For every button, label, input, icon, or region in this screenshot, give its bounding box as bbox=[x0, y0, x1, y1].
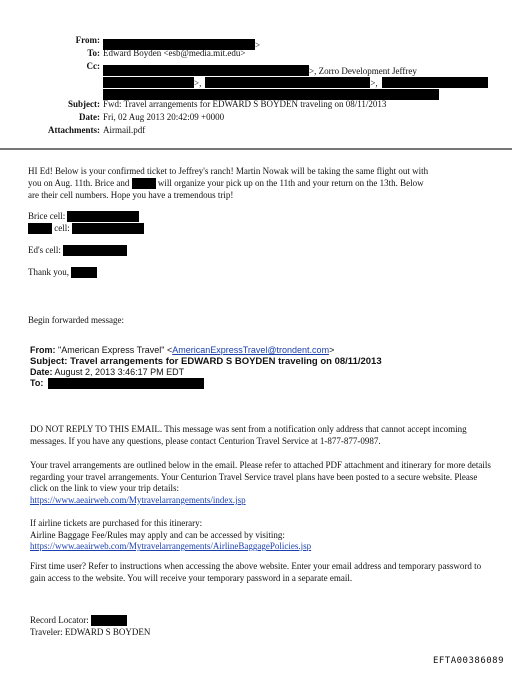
fwd-date-label: Date: bbox=[30, 367, 53, 377]
paragraph-arrangements bbox=[30, 460, 495, 506]
eds-cell-label: Ed's cell: bbox=[28, 245, 61, 255]
baggage-policies-link[interactable]: https://www.aeairweb.com/Mytravelarrangements/AirlineBaggagePolicies.jsp bbox=[30, 541, 312, 551]
fwd-to-label: To: bbox=[30, 378, 44, 388]
fwd-subject bbox=[30, 356, 382, 367]
cc-text: >, Zorro Development Jeffrey bbox=[309, 66, 417, 76]
intro-line-3: are their cell numbers. Hope you have a tremendous trip! bbox=[28, 190, 234, 200]
fwd-subject-label: Subject: bbox=[30, 356, 68, 367]
date-label: Date: bbox=[79, 112, 100, 122]
fwd-from-email[interactable]: AmericanExpressTravel@trondent.com bbox=[172, 345, 330, 355]
to-value: Edward Boyden <esb@media.mit.edu> bbox=[103, 48, 246, 58]
other-cell bbox=[28, 223, 144, 234]
fwd-from-close: > bbox=[329, 345, 335, 355]
traveler: Traveler: EDWARD S BOYDEN bbox=[30, 627, 151, 637]
header-divider bbox=[0, 148, 512, 150]
fwd-from-label: From: bbox=[30, 345, 56, 355]
fwd-subject-value: Travel arrangements for EDWARD S BOYDEN traveling on 08/11/2013 bbox=[70, 356, 382, 367]
arrangements-text: Your travel arrangements are outlined below in the email. Please refer to attached PDF attachment and itinerary for more details regarding your travel arrangements. Your Centurion Travel Service travel plans have been posted to a secure website. Please click on the link to view your trip details: bbox=[30, 460, 491, 493]
trip-details-link[interactable]: https://www.aeairweb.com/Mytravelarrangements/index.jsp bbox=[30, 494, 246, 505]
other-cell-label: cell: bbox=[54, 223, 70, 233]
record-locator-label: Record Locator: bbox=[30, 615, 89, 625]
fwd-from bbox=[30, 345, 334, 356]
begin-forwarded: Begin forwarded message: bbox=[28, 315, 124, 325]
from-redacted: > bbox=[103, 35, 260, 53]
intro-line-2b: will organize your pick up on the 11th and your return on the 13th. Below bbox=[157, 178, 424, 188]
baggage-intro: If airline tickets are purchased for this itinerary: bbox=[30, 518, 203, 528]
brice-cell bbox=[28, 211, 139, 222]
to-label: To: bbox=[87, 48, 100, 58]
document-id: EFTA00386089 bbox=[432, 656, 504, 666]
cc-sep-1: >, bbox=[194, 78, 202, 88]
thanks-label: Thank you, bbox=[28, 267, 69, 277]
intro-line-2 bbox=[28, 178, 424, 189]
cc-label: Cc: bbox=[86, 61, 100, 71]
date-value: Fri, 02 Aug 2013 20:42:09 +0000 bbox=[103, 112, 225, 122]
record-locator bbox=[30, 615, 127, 626]
attachment-link[interactable]: Airmail.pdf bbox=[103, 125, 146, 135]
paragraph-no-reply: DO NOT REPLY TO THIS EMAIL. This message was sent from a notification only address that cannot accept incoming messages. If you have any questions, please contact Centurion Travel Service at 1-877-877-0987. bbox=[30, 424, 467, 446]
subject-label: Subject: bbox=[68, 99, 100, 109]
fwd-date-value: August 2, 2013 3:46:17 PM EDT bbox=[54, 367, 185, 377]
thanks bbox=[28, 267, 97, 278]
brice-cell-label: Brice cell: bbox=[28, 211, 66, 221]
intro-line-2a: you on Aug. 11th. Brice and bbox=[28, 178, 130, 188]
subject-value: Fwd: Travel arrangements for EDWARD S BOYDEN traveling on 08/11/2013 bbox=[103, 99, 387, 109]
fwd-date bbox=[30, 367, 184, 378]
eds-cell bbox=[28, 245, 127, 256]
fwd-from-name: "American Express Travel" < bbox=[58, 345, 173, 355]
paragraph-baggage bbox=[30, 518, 495, 553]
from-label: From: bbox=[75, 35, 100, 45]
baggage-rules: Airline Baggage Fee/Rules may apply and can be accessed by visiting: bbox=[30, 529, 285, 540]
intro-line-1: HI Ed! Below is your confirmed ticket to Jeffrey's ranch! Martin Nowak will be taking the same flight out with bbox=[28, 166, 429, 176]
fwd-to bbox=[30, 378, 204, 389]
attachments-label: Attachments: bbox=[48, 125, 100, 135]
cc-sep-2: >, bbox=[370, 78, 378, 88]
paragraph-first-time: First time user? Refer to instructions when accessing the above website. Enter your email address and temporary password to gain access to the website. You will receive your temporary password in a separate email. bbox=[30, 561, 482, 583]
